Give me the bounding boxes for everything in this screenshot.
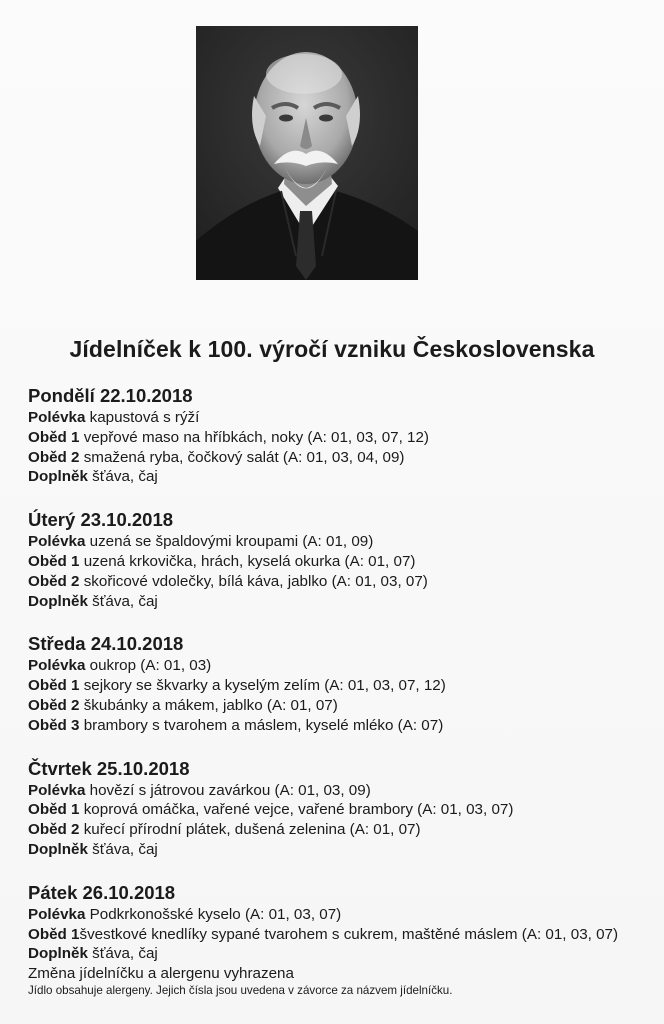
item-text: brambory s tvarohem a máslem, kyselé mléko (A: 07) (79, 716, 444, 734)
item-text: kuřecí přírodní plátek, dušená zelenina (A: 01, 07) (79, 821, 421, 839)
day-heading: Čtvrtek 25.10.2018 (28, 757, 190, 779)
item-text: sejkory se škvarky a kyselým zelím (A: 01, 03, 07, 12) (79, 677, 446, 695)
item-text: hovězí s játrovou zavárkou (A: 01, 03, 09) (85, 781, 371, 799)
item-label: Polévka (28, 533, 86, 551)
menu-item-lunch-2 (28, 820, 648, 840)
menu-item-lunch-1 (28, 800, 648, 820)
change-notice: Změna jídelníčku a alergenu vyhrazena (28, 965, 294, 983)
item-text: šťáva, čaj (87, 468, 158, 486)
item-label: Polévka (28, 657, 86, 675)
menu-item-soup (28, 905, 648, 925)
portrait-image (196, 26, 418, 280)
menu-item-lunch-2 (28, 696, 648, 716)
menu-item-soup (28, 781, 648, 801)
day-monday (28, 385, 648, 487)
weekly-menu (28, 385, 648, 999)
item-label: Polévka (28, 409, 86, 426)
item-label: Oběd 1 (28, 677, 80, 695)
item-text: šťáva, čaj (87, 840, 158, 858)
item-label: Oběd 1 (28, 552, 80, 570)
item-label: Oběd 2 (28, 572, 80, 590)
item-text: uzená krkovička, hrách, kyselá okurka (A: 01, 07) (79, 552, 416, 570)
menu-item-soup (28, 532, 648, 552)
day-tuesday (28, 509, 648, 611)
item-text: skořicové vdolečky, bílá káva, jablko (A: 01, 03, 07) (79, 572, 428, 590)
item-label: Doplněk (28, 840, 88, 858)
day-heading: Pátek 26.10.2018 (28, 881, 176, 903)
menu-item-extra (28, 467, 648, 487)
menu-item-extra (28, 944, 648, 964)
item-label: Oběd 2 (28, 821, 80, 839)
item-text: vepřové maso na hříbkách, noky (A: 01, 03, 07, 12) (79, 428, 429, 446)
allergen-footnote: Jídlo obsahuje alergeny. Jejich čísla jsou uvedena v závorce za názvem jídelníčku. (28, 984, 453, 998)
menu-item-soup (28, 656, 648, 676)
menu-item-lunch-3 (28, 716, 648, 736)
item-label: Oběd 3 (28, 716, 80, 734)
menu-item-lunch-1 (28, 676, 648, 696)
item-text: kapustová s rýží (85, 409, 200, 426)
item-label: Doplněk (28, 945, 88, 963)
menu-item-soup (28, 408, 648, 428)
day-heading: Pondělí 22.10.2018 (28, 385, 193, 406)
menu-item-lunch-1 (28, 925, 648, 945)
item-label: Polévka (28, 781, 86, 799)
item-label: Oběd 2 (28, 696, 80, 714)
item-label: Oběd 2 (28, 448, 80, 466)
item-text: koprová omáčka, vařené vejce, vařené brambory (A: 01, 03, 07) (79, 801, 514, 819)
item-label: Polévka (28, 905, 86, 923)
day-friday (28, 882, 648, 999)
item-text: šťáva, čaj (87, 592, 158, 610)
item-label: Oběd 1 (28, 428, 80, 446)
day-heading: Středa 24.10.2018 (28, 633, 184, 655)
menu-item-lunch-1 (28, 552, 648, 572)
item-text: škubánky a mákem, jablko (A: 01, 07) (79, 696, 338, 714)
menu-item-extra (28, 592, 648, 612)
portrait-photo (196, 26, 418, 280)
menu-item-lunch-2 (28, 572, 648, 592)
item-label: Doplněk (28, 592, 88, 610)
item-text: šťáva, čaj (87, 945, 158, 963)
day-heading: Úterý 23.10.2018 (28, 509, 174, 531)
menu-item-extra (28, 840, 648, 860)
item-label: Doplněk (28, 468, 88, 486)
item-text: švestkové knedlíky sypané tvarohem s cukrem, maštěné máslem (A: 01, 03, 07) (79, 925, 619, 943)
menu-item-lunch-1 (28, 428, 648, 448)
menu-item-lunch-2 (28, 448, 648, 468)
item-label: Oběd 1 (28, 801, 80, 819)
item-text: uzená se špaldovými kroupami (A: 01, 09) (85, 533, 374, 551)
item-label: Oběd 1 (28, 925, 80, 943)
item-text: oukrop (A: 01, 03) (85, 657, 212, 675)
day-wednesday (28, 633, 648, 735)
item-text: smažená ryba, čočkový salát (A: 01, 03, 04, 09) (79, 448, 405, 466)
item-text: Podkrkonošské kyselo (A: 01, 03, 07) (85, 905, 342, 923)
day-thursday (28, 758, 648, 860)
page-title: Jídelníček k 100. výročí vzniku Československa (69, 336, 595, 362)
